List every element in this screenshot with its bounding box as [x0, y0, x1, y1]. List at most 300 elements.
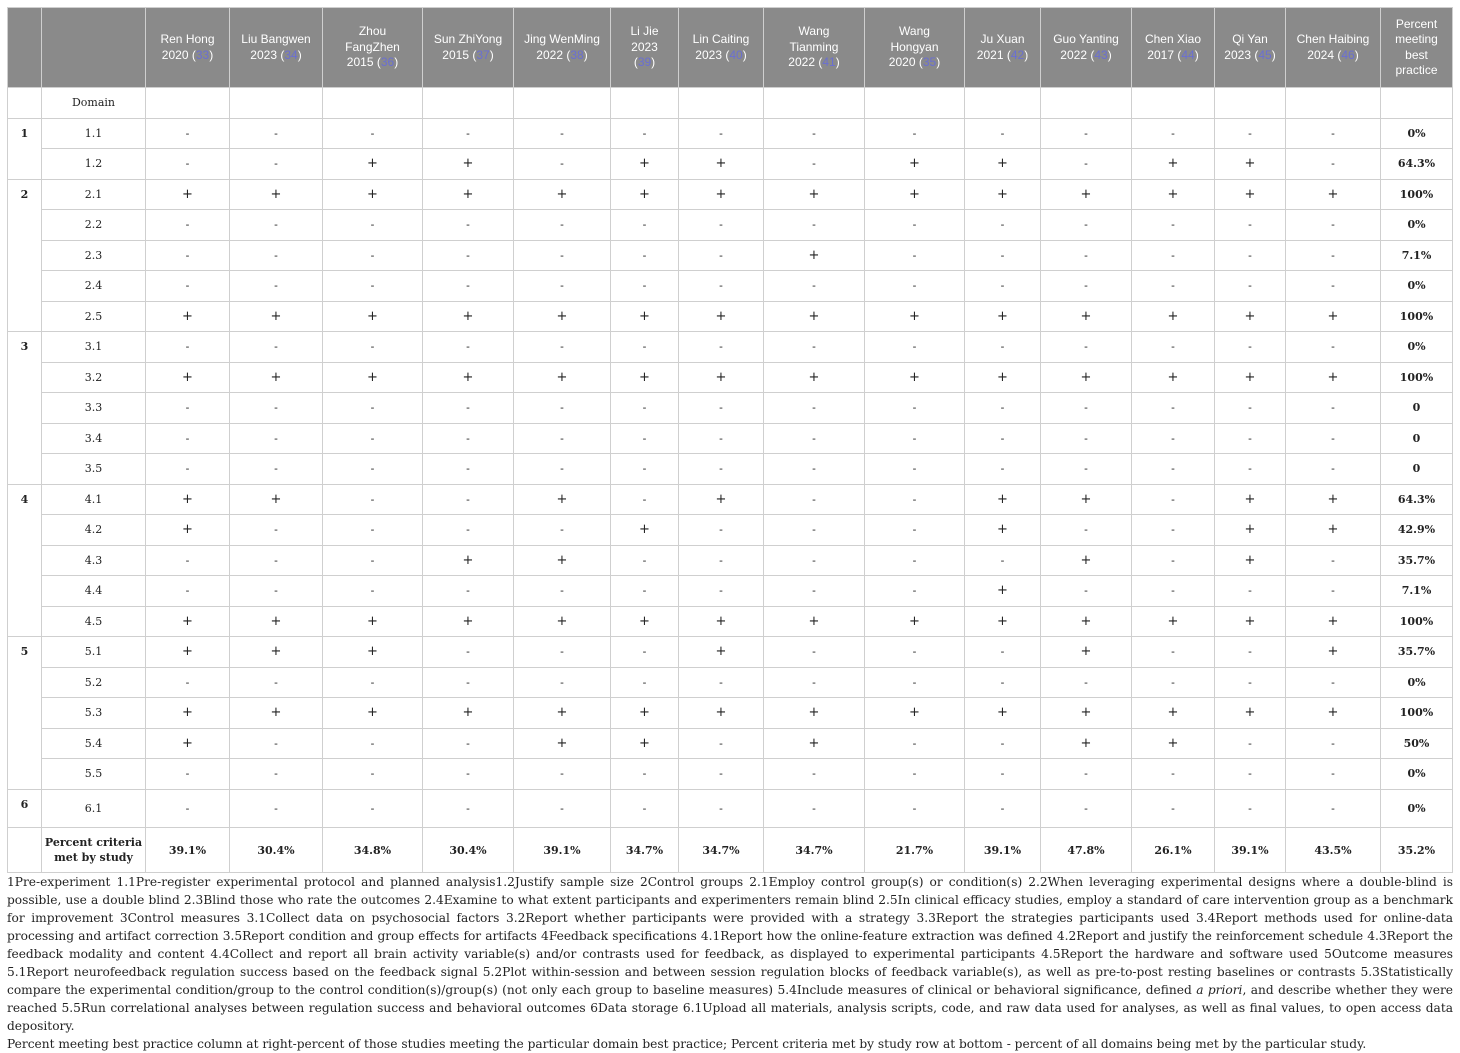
criterion-met-mark: + [514, 545, 611, 576]
criterion-not-met-mark: - [865, 484, 965, 515]
criterion-met-mark: + [1132, 362, 1215, 393]
study-header: Li Jie 2023 (39) [611, 8, 679, 88]
criterion-met-mark: + [423, 301, 514, 332]
criterion-not-met-mark: - [1041, 240, 1132, 271]
criterion-met-mark: + [1286, 698, 1381, 729]
study-header-line: 2023 ( [250, 47, 285, 62]
criterion-not-met-mark: - [611, 484, 679, 515]
study-header-line: Sun ZhiYong [433, 32, 503, 46]
study-reference-link[interactable]: 37 [476, 47, 490, 62]
study-total-cell: 39.1% [146, 828, 230, 873]
criterion-not-met-mark: - [965, 759, 1041, 790]
study-header-line: FangZhen [345, 39, 400, 54]
study-total-cell: 26.1% [1132, 828, 1215, 873]
criterion-not-met-mark: - [611, 393, 679, 424]
criterion-not-met-mark: - [679, 515, 764, 546]
study-header: Liu Bangwen 2023 (34) [230, 8, 323, 88]
criterion-met-mark: + [514, 484, 611, 515]
criterion-met-mark: + [865, 698, 965, 729]
criterion-not-met-mark: - [764, 484, 865, 515]
criterion-not-met-mark: - [1286, 393, 1381, 424]
criterion-met-mark: + [423, 545, 514, 576]
study-reference-link[interactable]: 45 [1258, 47, 1272, 62]
criterion-id: 2.3 [42, 240, 146, 271]
criterion-not-met-mark: - [514, 759, 611, 790]
criterion-not-met-mark: - [1215, 393, 1286, 424]
criterion-not-met-mark: - [323, 484, 423, 515]
percent-meeting-cell: 100% [1381, 698, 1453, 729]
criterion-met-mark: + [865, 179, 965, 210]
criterion-met-mark: + [514, 728, 611, 759]
criterion-not-met-mark: - [679, 576, 764, 607]
criterion-not-met-mark: - [230, 240, 323, 271]
study-reference-link[interactable]: 44 [1181, 47, 1195, 62]
domain-number: 6 [8, 789, 42, 828]
totals-label-line: Percent criteria [44, 836, 143, 849]
criterion-met-mark: + [965, 149, 1041, 180]
criterion-not-met-mark: - [764, 118, 865, 149]
study-header-line: Tianming [789, 39, 839, 54]
criterion-not-met-mark: - [965, 118, 1041, 149]
table-cell [1041, 88, 1132, 119]
criterion-not-met-mark: - [423, 332, 514, 363]
criterion-id: 2.1 [42, 179, 146, 210]
criterion-not-met-mark: - [679, 271, 764, 302]
study-header-line: Jing WenMing [524, 32, 600, 46]
criterion-not-met-mark: - [764, 637, 865, 668]
table-cell [230, 88, 323, 119]
criterion-not-met-mark: - [1132, 759, 1215, 790]
study-total-cell: 34.7% [764, 828, 865, 873]
criterion-not-met-mark: - [679, 240, 764, 271]
study-header-line: 2023 ( [1224, 47, 1259, 62]
criterion-met-mark: + [1286, 637, 1381, 668]
criterion-met-mark: + [965, 576, 1041, 607]
criterion-met-mark: + [1041, 301, 1132, 332]
table-cell [8, 88, 42, 119]
criterion-not-met-mark: - [514, 515, 611, 546]
criterion-not-met-mark: - [679, 393, 764, 424]
criterion-not-met-mark: - [1132, 789, 1215, 828]
criterion-met-mark: + [514, 698, 611, 729]
criterion-not-met-mark: - [1286, 667, 1381, 698]
table-cell [611, 88, 679, 119]
criterion-not-met-mark: - [514, 240, 611, 271]
criterion-id: 6.1 [42, 789, 146, 828]
criterion-not-met-mark: - [323, 454, 423, 485]
criterion-id: 2.4 [42, 271, 146, 302]
criterion-id: 5.3 [42, 698, 146, 729]
study-reference-link[interactable]: 34 [284, 47, 298, 62]
study-reference-link[interactable]: 41 [822, 55, 836, 70]
criterion-not-met-mark: - [865, 637, 965, 668]
criterion-met-mark: + [323, 301, 423, 332]
domain-label-row [8, 88, 1453, 119]
criterion-row [8, 667, 1453, 698]
study-header: Chen Xiao 2017 (44) [1132, 8, 1215, 88]
criterion-not-met-mark: - [230, 332, 323, 363]
criterion-row [8, 454, 1453, 485]
criterion-met-mark: + [1132, 179, 1215, 210]
criterion-met-mark: + [865, 149, 965, 180]
criterion-not-met-mark: - [965, 240, 1041, 271]
criterion-row [8, 301, 1453, 332]
criterion-not-met-mark: - [230, 728, 323, 759]
study-header-line: ( [633, 55, 638, 70]
criterion-not-met-mark: - [514, 332, 611, 363]
criterion-row [8, 759, 1453, 790]
study-header-line: 2022 ( [1060, 47, 1095, 62]
criterion-not-met-mark: - [230, 118, 323, 149]
percent-meeting-cell: 35.7% [1381, 545, 1453, 576]
criterion-id: 5.4 [42, 728, 146, 759]
criterion-met-mark: + [1215, 149, 1286, 180]
criterion-row [8, 576, 1453, 607]
criterion-not-met-mark: - [514, 637, 611, 668]
criterion-met-mark: + [965, 301, 1041, 332]
criterion-not-met-mark: - [865, 576, 965, 607]
criterion-not-met-mark: - [514, 789, 611, 828]
criterion-not-met-mark: - [1041, 759, 1132, 790]
criterion-not-met-mark: - [965, 637, 1041, 668]
criterion-met-mark: + [611, 515, 679, 546]
criterion-met-mark: + [1041, 637, 1132, 668]
criterion-not-met-mark: - [1215, 728, 1286, 759]
criterion-not-met-mark: - [1215, 454, 1286, 485]
study-total-cell: 39.1% [965, 828, 1041, 873]
criterion-met-mark: + [1215, 515, 1286, 546]
study-header-line: 2021 ( [976, 47, 1011, 62]
criterion-not-met-mark: - [423, 484, 514, 515]
criterion-met-mark: + [1286, 515, 1381, 546]
study-header: Guo Yanting 2022 (43) [1041, 8, 1132, 88]
criterion-not-met-mark: - [423, 240, 514, 271]
criterion-not-met-mark: - [1132, 667, 1215, 698]
criterion-not-met-mark: - [230, 759, 323, 790]
criterion-met-mark: + [611, 362, 679, 393]
criterion-not-met-mark: - [965, 271, 1041, 302]
criterion-not-met-mark: - [323, 240, 423, 271]
study-header-line: Zhou [358, 24, 387, 39]
criterion-not-met-mark: - [146, 240, 230, 271]
criterion-met-mark: + [1215, 606, 1286, 637]
study-reference-link[interactable]: 42 [1010, 47, 1025, 62]
domain-number: 2 [8, 179, 42, 332]
study-reference-link[interactable]: 38 [570, 47, 584, 62]
criterion-met-mark: + [230, 362, 323, 393]
study-header-line: 2020 ( [161, 47, 196, 62]
criterion-not-met-mark: - [146, 210, 230, 241]
criterion-met-mark: + [146, 728, 230, 759]
criterion-met-mark: + [323, 606, 423, 637]
study-header-line: 2024 ( [1307, 47, 1342, 62]
criterion-met-mark: + [764, 728, 865, 759]
criterion-not-met-mark: - [146, 393, 230, 424]
criterion-not-met-mark: - [611, 667, 679, 698]
percent-meeting-cell: 0% [1381, 759, 1453, 790]
criterion-met-mark: + [323, 637, 423, 668]
criterion-not-met-mark: - [146, 789, 230, 828]
criterion-not-met-mark: - [323, 667, 423, 698]
criterion-not-met-mark: - [230, 667, 323, 698]
criterion-met-mark: + [865, 362, 965, 393]
criterion-not-met-mark: - [1215, 667, 1286, 698]
criterion-not-met-mark: - [1215, 240, 1286, 271]
study-header-line: 2023 ( [695, 47, 730, 62]
percent-meeting-cell: 0% [1381, 271, 1453, 302]
criterion-not-met-mark: - [323, 728, 423, 759]
criterion-row [8, 149, 1453, 180]
criterion-not-met-mark: - [679, 759, 764, 790]
criterion-met-mark: + [1132, 301, 1215, 332]
study-header-line: Ren Hong [160, 32, 215, 46]
criterion-not-met-mark: - [611, 759, 679, 790]
study-header-line: Lin Caiting [692, 32, 750, 46]
criterion-not-met-mark: - [611, 576, 679, 607]
study-header: Wang Hongyan 2020 (35) [865, 8, 965, 88]
criterion-met-mark: + [230, 301, 323, 332]
criterion-id: 3.5 [42, 454, 146, 485]
study-header: Sun ZhiYong 2015 (37) [423, 8, 514, 88]
header-blank-cell [42, 8, 146, 88]
criterion-not-met-mark: - [1132, 240, 1215, 271]
table-cell [965, 88, 1041, 119]
percent-meeting-cell: 0% [1381, 118, 1453, 149]
criterion-not-met-mark: - [323, 271, 423, 302]
criterion-not-met-mark: - [323, 545, 423, 576]
criterion-row [8, 698, 1453, 729]
criterion-row [8, 637, 1453, 668]
study-reference-link[interactable]: 43 [1094, 47, 1108, 62]
criterion-not-met-mark: - [1286, 149, 1381, 180]
criterion-row [8, 332, 1453, 363]
study-header: Chen Haibing 2024 (46) [1286, 8, 1381, 88]
criterion-not-met-mark: - [611, 118, 679, 149]
study-reference-link[interactable]: 39 [637, 55, 652, 70]
footnote-column-explanation: Percent meeting best practice column at right-percent of those studies meeting the particular domain best practice; Percent criteria met by study row at bottom - percent of all domains being met by the particular study. [7, 1037, 1367, 1051]
criterion-not-met-mark: - [423, 423, 514, 454]
criterion-not-met-mark: - [611, 545, 679, 576]
criterion-not-met-mark: - [146, 545, 230, 576]
criterion-id: 4.2 [42, 515, 146, 546]
percent-meeting-cell: 100% [1381, 301, 1453, 332]
criterion-not-met-mark: - [1132, 576, 1215, 607]
criterion-met-mark: + [764, 698, 865, 729]
criterion-not-met-mark: - [1286, 454, 1381, 485]
criterion-not-met-mark: - [1215, 210, 1286, 241]
criterion-not-met-mark: - [323, 332, 423, 363]
criterion-not-met-mark: - [1041, 789, 1132, 828]
study-header-line: 2015 ( [442, 47, 477, 62]
criterion-id: 2.5 [42, 301, 146, 332]
criterion-not-met-mark: - [1132, 118, 1215, 149]
criterion-not-met-mark: - [230, 210, 323, 241]
study-header-line: Wang [798, 24, 830, 39]
criterion-row [8, 393, 1453, 424]
criterion-not-met-mark: - [230, 515, 323, 546]
criterion-met-mark: + [679, 698, 764, 729]
criterion-not-met-mark: - [679, 423, 764, 454]
percent-meeting-cell: 7.1% [1381, 240, 1453, 271]
criterion-id: 1.1 [42, 118, 146, 149]
criterion-not-met-mark: - [865, 454, 965, 485]
criterion-not-met-mark: - [146, 576, 230, 607]
criterion-not-met-mark: - [1215, 332, 1286, 363]
criterion-not-met-mark: - [423, 515, 514, 546]
criterion-not-met-mark: - [1132, 454, 1215, 485]
criterion-not-met-mark: - [679, 332, 764, 363]
criterion-not-met-mark: - [1132, 515, 1215, 546]
criterion-not-met-mark: - [423, 393, 514, 424]
criterion-not-met-mark: - [1132, 545, 1215, 576]
percent-header-line: meeting [1395, 32, 1438, 46]
criterion-not-met-mark: - [514, 667, 611, 698]
criterion-id: 4.1 [42, 484, 146, 515]
criterion-not-met-mark: - [764, 515, 865, 546]
table-footnote [7, 873, 1453, 1053]
study-header-line: 2023 [631, 39, 658, 54]
study-header: Jing WenMing 2022 (38) [514, 8, 611, 88]
criterion-met-mark: + [1286, 484, 1381, 515]
percent-meeting-cell: 0 [1381, 423, 1453, 454]
criterion-not-met-mark: - [679, 667, 764, 698]
criterion-row [8, 789, 1453, 828]
criterion-not-met-mark: - [146, 423, 230, 454]
criterion-met-mark: + [323, 149, 423, 180]
study-header-line: 2022 ( [536, 47, 571, 62]
totals-label-line: met by study [54, 851, 133, 864]
study-header-line: Chen Xiao [1144, 32, 1202, 46]
criterion-not-met-mark: - [514, 576, 611, 607]
criterion-met-mark: + [146, 698, 230, 729]
criterion-met-mark: + [423, 606, 514, 637]
table-cell [514, 88, 611, 119]
study-reference-link[interactable]: 35 [922, 55, 937, 70]
criterion-met-mark: + [1041, 545, 1132, 576]
criterion-id: 5.5 [42, 759, 146, 790]
criterion-met-mark: + [965, 515, 1041, 546]
criterion-not-met-mark: - [611, 423, 679, 454]
criterion-not-met-mark: - [514, 393, 611, 424]
study-header-line: Liu Bangwen [241, 32, 311, 46]
criterion-met-mark: + [611, 728, 679, 759]
table-body [8, 88, 1453, 873]
criterion-met-mark: + [146, 484, 230, 515]
criterion-not-met-mark: - [323, 210, 423, 241]
criterion-row [8, 423, 1453, 454]
criterion-met-mark: + [764, 240, 865, 271]
results-table-container [7, 7, 1452, 873]
table-header-row [8, 8, 1453, 88]
table-cell [1381, 88, 1453, 119]
study-reference-link[interactable]: 36 [380, 55, 395, 70]
criterion-met-mark: + [146, 362, 230, 393]
criterion-met-mark: + [146, 637, 230, 668]
criterion-met-mark: + [679, 301, 764, 332]
study-total-cell: 35.2% [1381, 828, 1453, 873]
percent-best-practice-header [1381, 8, 1453, 88]
criterion-not-met-mark: - [423, 271, 514, 302]
criterion-met-mark: + [146, 606, 230, 637]
criterion-id: 4.3 [42, 545, 146, 576]
criterion-met-mark: + [1041, 362, 1132, 393]
criterion-not-met-mark: - [764, 667, 865, 698]
percent-header-line: Percent [1395, 16, 1438, 31]
criterion-not-met-mark: - [1132, 393, 1215, 424]
study-total-cell: 47.8% [1041, 828, 1132, 873]
criterion-not-met-mark: - [230, 149, 323, 180]
quality-assessment-table [7, 7, 1453, 873]
criterion-not-met-mark: - [1215, 118, 1286, 149]
criterion-met-mark: + [230, 606, 323, 637]
criterion-not-met-mark: - [1286, 332, 1381, 363]
study-reference-link[interactable]: 46 [1341, 47, 1355, 62]
criterion-not-met-mark: - [764, 454, 865, 485]
criterion-row [8, 179, 1453, 210]
table-cell [1286, 88, 1381, 119]
criterion-not-met-mark: - [865, 545, 965, 576]
criterion-met-mark: + [323, 179, 423, 210]
criterion-not-met-mark: - [965, 667, 1041, 698]
criterion-met-mark: + [146, 301, 230, 332]
criterion-met-mark: + [1041, 698, 1132, 729]
criterion-id: 3.4 [42, 423, 146, 454]
criterion-met-mark: + [1132, 149, 1215, 180]
study-total-cell: 30.4% [230, 828, 323, 873]
footnote-criteria-legend: 1Pre-experiment 1.1Pre-register experimental protocol and planned analysis1.2Justify sample size 2Control groups 2.1Employ control group(s) or condition(s) 2.2When leveraging experimental designs where a double-blind is possible, use a double blind 2.3Blind those who rate the outcomes 2.4Examine to what extent participants and experimenters remain blind 2.5In clinical efficacy studies, employ a standard of care intervention group as a benchmark for improvement 3Control measures 3.1Collect data on psychosocial factors 3.2Report whether participants were provided with a strategy 3.3Report the strategies participants used 3.4Report methods used for online-data processing and artifact correction 3.5Report condition and group effects for artifacts 4Feedback specifications 4.1Report how the online-feature extraction was defined 4.2Report and justify the reinforcement schedule 4.3Report the feedback modality and content 4.4Collect and report all brain activity variable(s) and/or contrasts used for feedback, as displayed to experimental participants 4.5Report the hardware and software used 5Outcome measures 5.1Report neurofeedback regulation success based on the feedback signal 5.2Plot within-session and between session regulation blocks of feedback variable(s), as well as pre-to-post resting baselines or contrasts 5.3Statistically compare the experimental condition/group to the control condition(s)/group(s) (not only each group to baseline measures) 5.4Include measures of clinical or behavioral significance, defined a priori, and describe whether they were reached 5.5Run correlational analyses between regulation success and behavioral outcomes 6Data storage 6.1Upload all materials, analysis scripts, code, and raw data used for analyses, as well as final values, to open access data depository. [7, 875, 1453, 1033]
table-cell [865, 88, 965, 119]
criterion-not-met-mark: - [865, 667, 965, 698]
criterion-not-met-mark: - [1215, 271, 1286, 302]
criterion-not-met-mark: - [514, 149, 611, 180]
criterion-not-met-mark: - [1286, 210, 1381, 241]
criterion-met-mark: + [423, 179, 514, 210]
criterion-met-mark: + [1132, 728, 1215, 759]
study-reference-link[interactable]: 40 [729, 47, 743, 62]
percent-meeting-cell: 0% [1381, 210, 1453, 241]
criterion-not-met-mark: - [865, 789, 965, 828]
table-cell [146, 88, 230, 119]
criterion-met-mark: + [1215, 179, 1286, 210]
criterion-met-mark: + [1286, 362, 1381, 393]
table-cell [1132, 88, 1215, 119]
criterion-met-mark: + [764, 301, 865, 332]
criterion-not-met-mark: - [423, 118, 514, 149]
percent-meeting-cell: 64.3% [1381, 484, 1453, 515]
study-reference-link[interactable]: 33 [195, 47, 210, 62]
study-header: Qi Yan 2023 (45) [1215, 8, 1286, 88]
criterion-not-met-mark: - [514, 210, 611, 241]
criterion-met-mark: + [764, 179, 865, 210]
criterion-met-mark: + [611, 149, 679, 180]
criterion-met-mark: + [679, 484, 764, 515]
criterion-not-met-mark: - [1286, 759, 1381, 790]
criterion-row [8, 728, 1453, 759]
criterion-row [8, 545, 1453, 576]
criterion-not-met-mark: - [1041, 515, 1132, 546]
criterion-not-met-mark: - [514, 423, 611, 454]
criterion-met-mark: + [1215, 698, 1286, 729]
study-total-cell: 43.5% [1286, 828, 1381, 873]
criterion-met-mark: + [230, 179, 323, 210]
criterion-not-met-mark: - [679, 728, 764, 759]
study-total-cell: 34.8% [323, 828, 423, 873]
criterion-met-mark: + [230, 698, 323, 729]
criterion-not-met-mark: - [1041, 149, 1132, 180]
criterion-id: 3.3 [42, 393, 146, 424]
criterion-id: 1.2 [42, 149, 146, 180]
criterion-not-met-mark: - [423, 728, 514, 759]
